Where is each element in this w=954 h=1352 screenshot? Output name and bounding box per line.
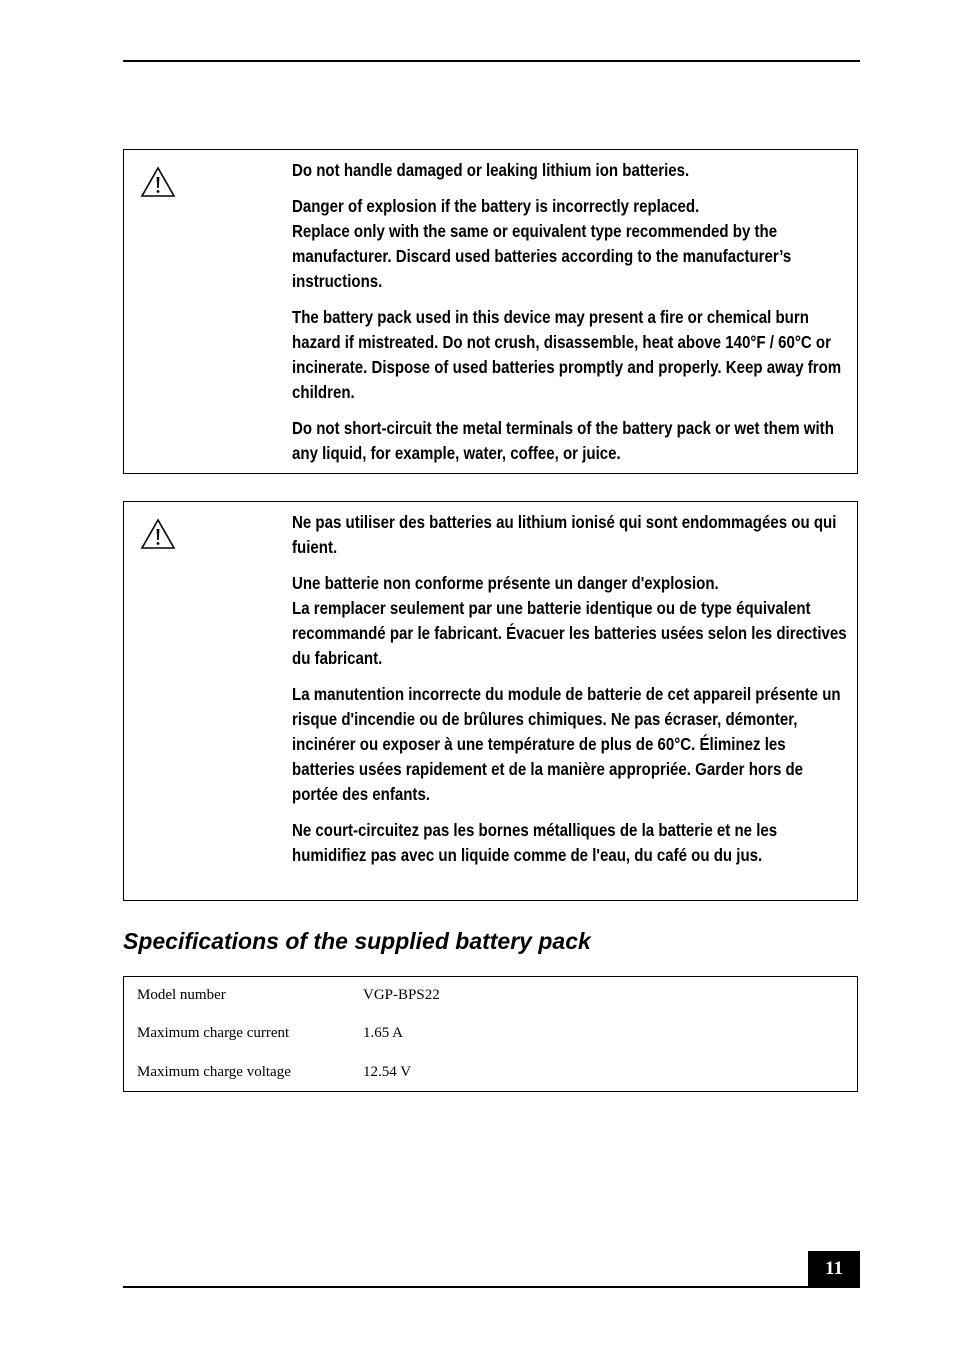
spec-value: VGP-BPS22 [363,987,440,1003]
warning-paragraph: Do not short-circuit the metal terminals of the battery pack or wet them with any liquid, for example, water, coffee, or juice. [292,418,834,463]
warning-box-french [123,501,858,901]
warning-paragraph: The battery pack used in this device may present a fire or chemical burn hazard if mistreated. Do not crush, disassemble, heat above 140°F / 60°C or incinerate. Dispose of used batteries promptly and properly. Keep away from children. [292,307,842,402]
warning-paragraph: Une batterie non conforme présente un danger d'explosion. La remplacer seulement par une batterie identique ou de type équivalent recommandé par le fabricant. Évacuer les batteries usées selon les directives du fabricant. [292,573,847,668]
warning-text-english [292,158,852,477]
warning-paragraph: Ne court-circuitez pas les bornes métalliques de la batterie et ne les humidifiez pas avec un liquide comme de l'eau, du café ou du jus. [292,820,778,865]
header-rule [123,60,860,62]
spec-value: 12.54 V [363,1064,412,1080]
warning-paragraph: La manutention incorrecte du module de batterie de cet appareil présente un risque d'incendie ou de brûlures chimiques. Ne pas écraser, démonter, incinérer ou exposer à une température de plus de 60°C. Éliminez les batteries usées rapidement et de la manière appropriée. Garder hors de portée des enfants. [292,684,841,804]
spec-label: Maximum charge voltage [137,1064,291,1080]
warning-paragraph: Ne pas utiliser des batteries au lithium ionisé qui sont endommagées ou qui fuient. [292,512,837,557]
spec-label: Model number [137,987,226,1003]
page-number: 11 [808,1251,860,1287]
warning-box-english [123,149,858,474]
warning-paragraph: Danger of explosion if the battery is incorrectly replaced. Replace only with the same or equivalent type recommended by the manufacturer. Discard used batteries according to the manufacturer’s instructions. [292,196,792,291]
warning-triangle-icon [140,166,176,198]
spec-label: Maximum charge current [137,1025,290,1041]
warning-triangle-icon [140,518,176,550]
warning-text-french [292,510,852,879]
spec-value: 1.65 A [363,1025,404,1041]
section-title: Specifications of the supplied battery pack [123,928,591,954]
spec-table [123,976,858,1092]
warning-paragraph: Do not handle damaged or leaking lithium ion batteries. [292,160,690,180]
footer-rule [123,1286,860,1288]
